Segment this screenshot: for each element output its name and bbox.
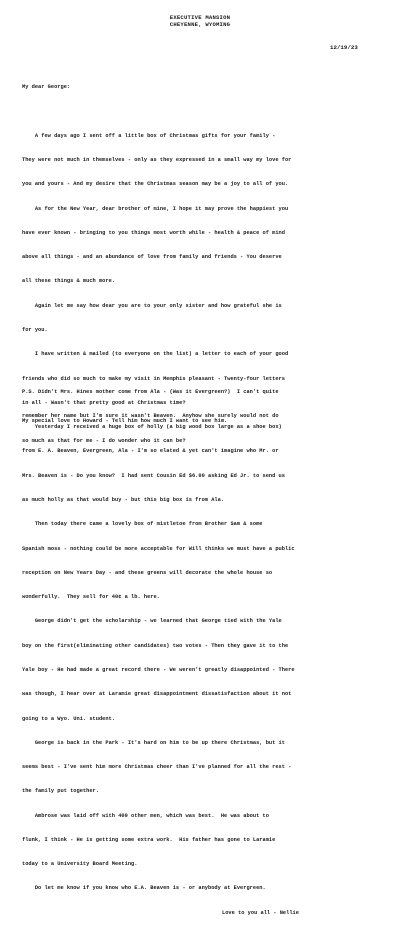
body-line: They were not much in themselves - only as they expressed in a small way my love for: [22, 157, 292, 164]
body-line: Yesterday I received a huge box of holly (a big wood box large as a shoe box): [22, 424, 282, 431]
body-line: boy on the first(eliminating other candidates) two votes - Then they gave it to the: [22, 642, 289, 649]
body-line: As for the New Year, dear brother of mine, I hope it may prove the happiest you: [22, 205, 289, 212]
body-line: going to a Wyo. Uni. student.: [22, 715, 115, 722]
letter-date: 12/19/23: [330, 44, 358, 51]
body-line: Ambrose was laid off with 400 other men, which was best. He was about to: [22, 812, 269, 819]
letter-body: [22, 67, 392, 933]
body-line: I have written & mailed (to everyone on the list) a letter to each of your good: [22, 351, 289, 358]
body-line: Do let me know if you know who E.A. Beaven is - or anybody at Evergreen.: [22, 885, 266, 892]
postscript-line: P.S. Didn't Mrs. Hines mother come from Ala - (Was it Evergreen?) I can't quite: [22, 389, 279, 396]
body-line: George didn't get the scholarship - we learned that George tied with the Yale: [22, 618, 282, 625]
body-line: George is back in the Park - It's hard on him to be up there Christmas, but it: [22, 739, 285, 746]
body-line: A few days ago I sent off a little box of Christmas gifts for your family -: [22, 132, 276, 139]
postscript: [22, 372, 392, 461]
body-line: Mrs. Beaven is - Do you know? I had sent Cousin Ed $6.00 asking Ed Jr. to send us: [22, 472, 285, 479]
body-line: seems best - I've sent him more Christmas cheer than I've planned for all the rest -: [22, 764, 292, 771]
body-line: Spanish moss - nothing could be more acceptable for Will thinks we must have a public: [22, 545, 295, 552]
body-line: reception on New Years Day - and these greens will decorate the whole house so: [22, 569, 273, 576]
body-line: Again let me say how dear you are to your only sister and how grateful she is: [22, 302, 282, 309]
salutation: My dear George:: [22, 84, 71, 91]
body-line: today to a University Board Meeting.: [22, 861, 138, 868]
body-line: Yale boy - He had made a great record there - We weren't greatly disappointed - There: [22, 666, 295, 673]
body-line: wonderfully. They sell for 40¢ a lb. here.: [22, 594, 160, 601]
body-line: friends who did so much to make my visit in Memphis pleasant - Twenty-four letters: [22, 375, 285, 382]
letterhead: [0, 14, 400, 28]
body-line: all these things & much more.: [22, 278, 115, 285]
postscript-line: so much as that for me - I do wonder who it can be?: [22, 437, 186, 444]
body-line: as much holly as that would buy - but this big box is from Ala.: [22, 496, 225, 503]
letterhead-line-2: CHEYENNE, WYOMING: [169, 21, 231, 28]
body-line: was though, I hear over at Laramie great disappointment dissatisfaction about it not: [22, 691, 292, 698]
spacer: [22, 107, 392, 115]
body-line: you and yours - And my desire that the Christmas season may be a joy to all of you.: [22, 181, 289, 188]
postscript-line: remember her name but I'm sure it wasn't Beaven. Anyhow she surely would not do: [22, 413, 279, 420]
letterhead-line-1: EXECUTIVE MANSION: [169, 14, 231, 21]
body-line: the family put together.: [22, 788, 99, 795]
body-line: from E. A. Beaven, Evergreen, Ala - I'm so elated & yet can't imagine who Mr. or: [22, 448, 279, 455]
body-line: above all things - and an abundance of love from family and friends - You deserve: [22, 254, 282, 261]
closing: Love to you all - Nellie: [222, 909, 299, 916]
body-line: flunk, I think - He is getting some extra work. His father has gone to Laramie: [22, 836, 276, 843]
body-line: have ever known - bringing to you things most worth while - health & peace of mind: [22, 229, 285, 236]
body-line: in all - Wasn't that pretty good at Christmas time?: [22, 399, 186, 406]
footer-note: My special love to Howard - Tell him how much I want to see him.: [22, 418, 228, 424]
body-line: for you.: [22, 327, 48, 333]
body-line: Then today there came a lovely box of mistletoe from Brother Sam & some: [22, 521, 263, 528]
